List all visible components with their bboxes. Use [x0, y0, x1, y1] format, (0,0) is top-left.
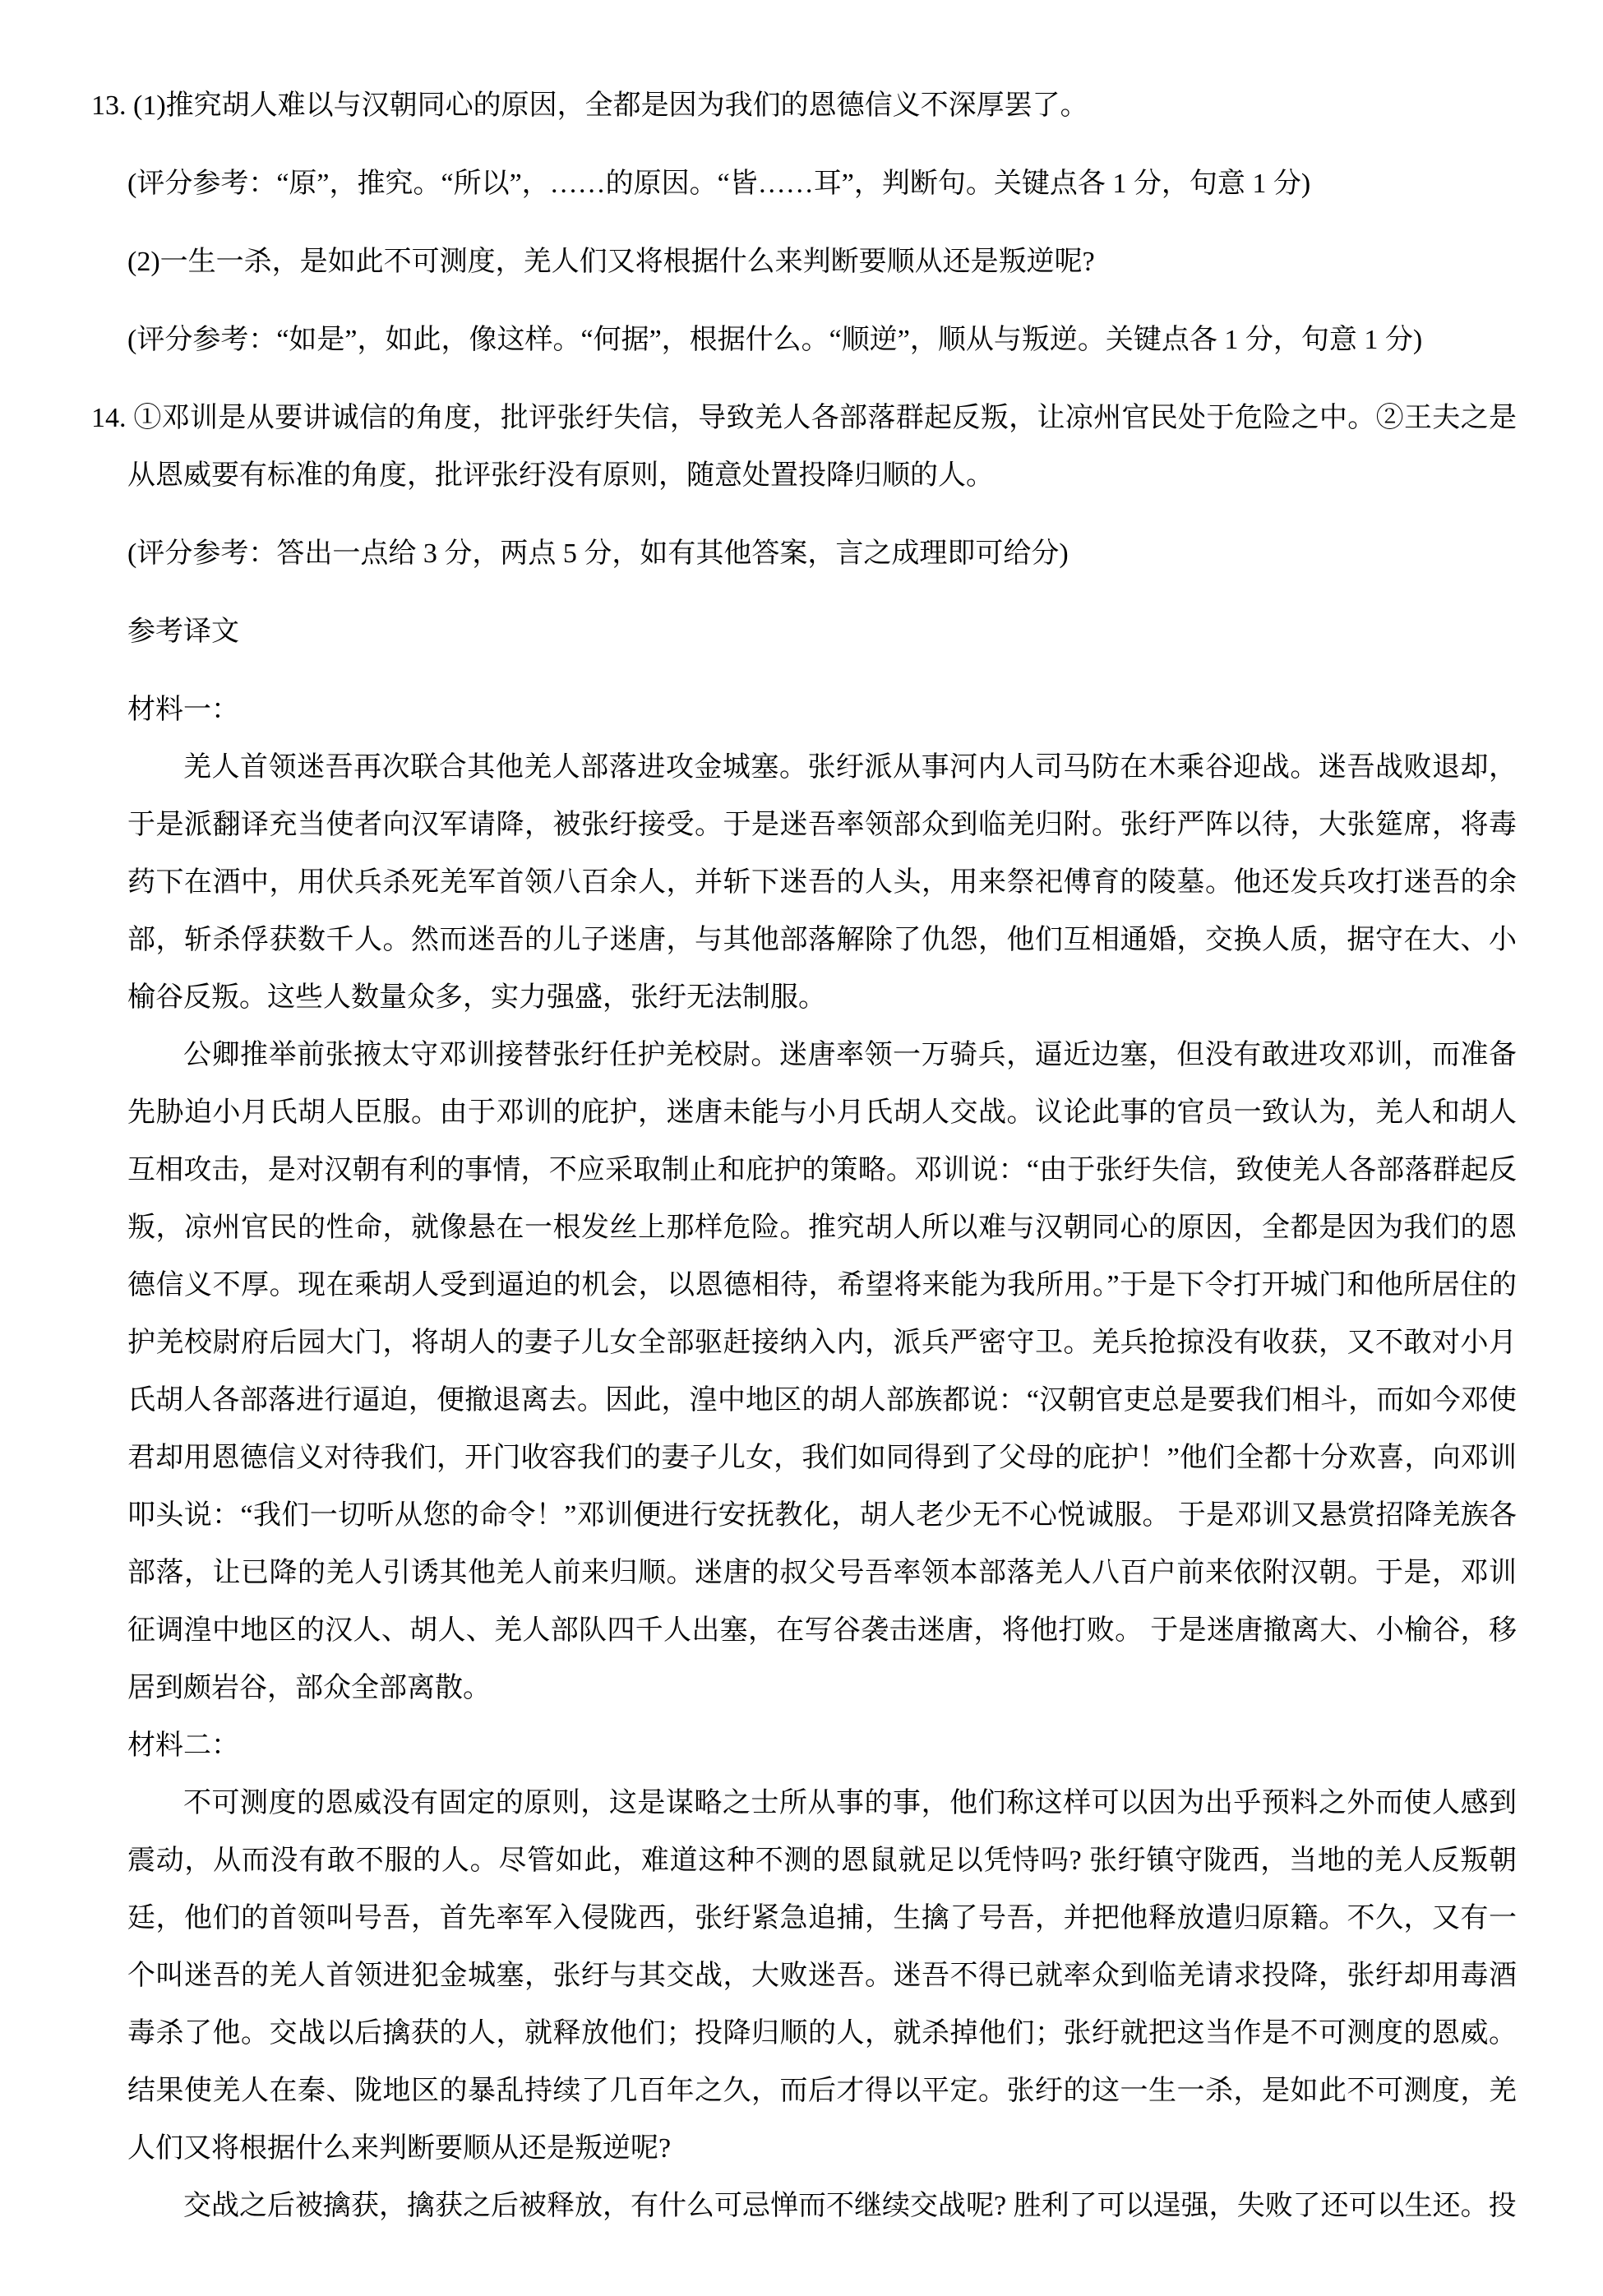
- scoring-note-13-1: (评分参考：“原”，推究。“所以”，……的原因。“皆……耳”，判断句。关键点各 1 分，句意 1 分): [127, 169, 1311, 199]
- scoring-note-13-2: (评分参考：“如是”，如此，像这样。“何据”，根据什么。“顺逆”，顺从与叛逆。关键点各 1 分，句意 1 分): [127, 325, 1423, 355]
- scoring-note-14: (评分参考：答出一点给 3 分，两点 5 分，如有其他答案，言之成理即可给分): [127, 538, 1069, 569]
- material-2-label: 材料二：: [127, 1730, 239, 1761]
- material-1-paragraph-1: 羌人首领迷吾再次联合其他羌人部落进攻金城塞。张纡派从事河内人司马防在木乘谷迎战。迷吾战败退却，于是派翻译充当使者向汉军请降，被张纡接受。于是迷吾率领部众到临羌归附。张纡严阵以待，大张筵席，将毒药下在酒中，用伏兵杀死羌军首领八百余人，并斩下迷吾的人头，用来祭祀傅育的陵墓。他还发兵攻打迷吾的余部，斩杀俘获数千人。然而迷吾的儿子迷唐，与其他部落解除了仇怨，他们互相通婚，交换人质，据守在大、小榆谷反叛。这些人数量众多，实力强盛，张纡无法制服。: [127, 752, 1517, 1013]
- answer-13-2: (2)一生一杀，是如此不可测度，羌人们又将根据什么来判断要顺从还是叛逆呢?: [127, 247, 1095, 277]
- material-1-label: 材料一：: [127, 695, 239, 725]
- translation-title: 参考译文: [127, 617, 239, 647]
- answer-14: 14. ①邓训是从要讲诚信的角度，批评张纡失信，导致羌人各部落群起反叛，让凉州官民处于危险之中。②王夫之是从恩威要有标准的角度，批评张纡没有原则，随意处置投降归顺的人。: [91, 403, 1517, 491]
- answer-13-1: 13. (1)推究胡人难以与汉朝同心的原因，全都是因为我们的恩德信义不深厚罢了。: [91, 90, 1088, 121]
- material-2-paragraph-1: 不可测度的恩威没有固定的原则，这是谋略之士所从事的事，他们称这样可以因为出乎预料之外而使人感到震动，从而没有敢不服的人。尽管如此，难道这种不测的恩鼠就足以凭恃吗? 张纡镇守陇西，当地的羌人反叛朝廷，他们的首领叫号吾，首先率军入侵陇西，张纡紧急追捕，生擒了号吾，并把他释放遣归原籍。不久，又有一个叫迷吾的羌人首领进犯金城塞，张纡与其交战，大败迷吾。迷吾不得已就率众到临羌请求投降，张纡却用毒酒毒杀了他。交战以后擒获的人，就释放他们；投降归顺的人，就杀掉他们；张纡就把这当作是不可测度的恩威。结果使羌人在秦、陇地区的暴乱持续了几百年之久，而后才得以平定。张纡的这一生一杀，是如此不可测度，羌人们又将根据什么来判断要顺从还是叛逆呢?: [127, 1788, 1517, 2164]
- material-1-paragraph-2: 公卿推举前张掖太守邓训接替张纡任护羌校尉。迷唐率领一万骑兵，逼近边塞，但没有敢进攻邓训，而准备先胁迫小月氏胡人臣服。由于邓训的庇护，迷唐未能与小月氏胡人交战。议论此事的官员一致认为，羌人和胡人互相攻击，是对汉朝有利的事情，不应采取制止和庇护的策略。邓训说：“由于张纡失信，致使羌人各部落群起反叛，凉州官民的性命，就像悬在一根发丝上那样危险。推究胡人所以难与汉朝同心的原因，全都是因为我们的恩德信义不厚。现在乘胡人受到逼迫的机会，以恩德相待，希望将来能为我所用。”于是下令打开城门和他所居住的护羌校尉府后园大门，将胡人的妻子儿女全部驱赶接纳入内，派兵严密守卫。羌兵抢掠没有收获，又不敢对小月氏胡人各部落进行逼迫，便撤退离去。因此，湟中地区的胡人部族都说：“汉朝官吏总是要我们相斗，而如今邓使君却用恩德信义对待我们，开门收容我们的妻子儿女，我们如同得到了父母的庇护！”他们全都十分欢喜，向邓训叩头说：“我们一切听从您的命令！”邓训便进行安抚教化，胡人老少无不心悦诚服。 于是邓训又悬赏招降羌族各部落，让已降的羌人引诱其他羌人前来归顺。迷唐的叔父号吾率领本部落羌人八百户前来依附汉朝。于是，邓训征调湟中地区的汉人、胡人、羌人部队四千人出塞，在写谷袭击迷唐，将他打败。 于是迷唐撤离大、小榆谷，移居到颇岩谷，部众全部离散。: [127, 1040, 1517, 1703]
- material-2-paragraph-2: 交战之后被擒获，擒获之后被释放，有什么可忌惮而不继续交战呢? 胜利了可以逞强，失败了还可以生还。投: [183, 2191, 1517, 2221]
